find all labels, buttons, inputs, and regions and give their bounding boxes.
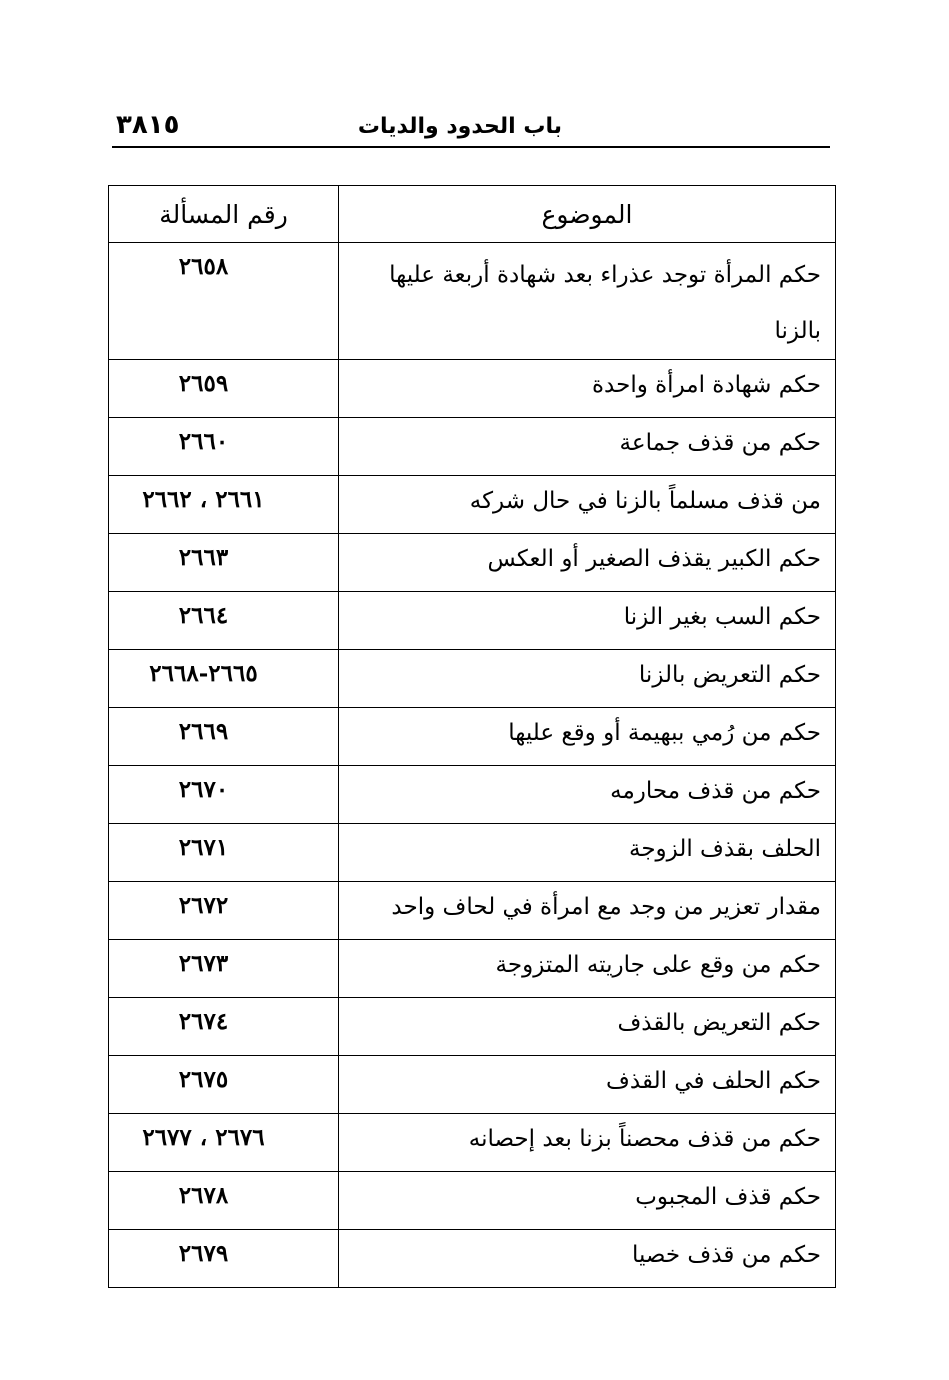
- topics-table: [108, 185, 836, 1288]
- table-row: [109, 243, 836, 360]
- row-topic: الحلف بقذف الزوجة: [339, 824, 836, 882]
- table-row: [109, 534, 836, 592]
- table-row: [109, 592, 836, 650]
- row-number: ٢٦٦٠: [109, 418, 339, 476]
- table-row: [109, 476, 836, 534]
- row-topic: من قذف مسلماً بالزنا في حال شركه: [339, 476, 836, 534]
- row-number: ٢٦٦٩: [109, 708, 339, 766]
- table-row: [109, 766, 836, 824]
- row-topic: حكم التعريض بالقذف: [339, 998, 836, 1056]
- table-row: [109, 1230, 836, 1288]
- row-topic: حكم الحلف في القذف: [339, 1056, 836, 1114]
- row-topic: حكم التعريض بالزنا: [339, 650, 836, 708]
- row-topic: حكم من رُمي ببهيمة أو وقع عليها: [339, 708, 836, 766]
- page-header: [112, 104, 830, 148]
- page-title: باب الحدود والديات: [357, 114, 562, 139]
- row-topic: حكم المرأة توجد عذراء بعد شهادة أربعة عليها بالزنا: [339, 243, 836, 360]
- table-row: [109, 360, 836, 418]
- table-row: [109, 998, 836, 1056]
- table-row: [109, 650, 836, 708]
- row-number: ٢٦٧٢: [109, 882, 339, 940]
- table-row: [109, 824, 836, 882]
- table-row: [109, 418, 836, 476]
- row-number: ٢٦٧٨: [109, 1172, 339, 1230]
- row-number: ٢٦٦٤: [109, 592, 339, 650]
- row-topic: حكم من قذف محارمه: [339, 766, 836, 824]
- row-topic: حكم من قذف محصناً بزنا بعد إحصانه: [339, 1114, 836, 1172]
- row-number: ٢٦٧٩: [109, 1230, 339, 1288]
- table-row: [109, 882, 836, 940]
- row-number: ٢٦٧٣: [109, 940, 339, 998]
- row-topic: حكم الكبير يقذف الصغير أو العكس: [339, 534, 836, 592]
- table-row: [109, 940, 836, 998]
- row-topic: حكم شهادة امرأة واحدة: [339, 360, 836, 418]
- row-number: ٢٦٧٠: [109, 766, 339, 824]
- row-number: ٢٦٧١: [109, 824, 339, 882]
- row-number: ٢٦٥٩: [109, 360, 339, 418]
- row-number: ٢٦٥٨: [109, 243, 339, 360]
- table-body: [109, 243, 836, 1288]
- row-number: ٢٦٧٤: [109, 998, 339, 1056]
- page-number: ٣٨١٥: [116, 110, 180, 140]
- table-row: [109, 708, 836, 766]
- row-topic: حكم قذف المجبوب: [339, 1172, 836, 1230]
- row-number: ٢٦٦١ ، ٢٦٦٢: [109, 476, 339, 534]
- row-topic: حكم من وقع على جاريته المتزوجة: [339, 940, 836, 998]
- row-topic: حكم السب بغير الزنا: [339, 592, 836, 650]
- row-number: ٢٦٦٣: [109, 534, 339, 592]
- table-row: [109, 1172, 836, 1230]
- row-topic: حكم من قذف خصيا: [339, 1230, 836, 1288]
- row-topic: حكم من قذف جماعة: [339, 418, 836, 476]
- row-number: ٢٦٧٦ ، ٢٦٧٧: [109, 1114, 339, 1172]
- table-row: [109, 1114, 836, 1172]
- row-topic: مقدار تعزير من وجد مع امرأة في لحاف واحد: [339, 882, 836, 940]
- table-header-row: [109, 186, 836, 243]
- row-number: ٢٦٧٥: [109, 1056, 339, 1114]
- row-number: ٢٦٦٥-٢٦٦٨: [109, 650, 339, 708]
- table-row: [109, 1056, 836, 1114]
- column-header-number: رقم المسألة: [109, 186, 339, 243]
- column-header-topic: الموضوع: [339, 186, 836, 243]
